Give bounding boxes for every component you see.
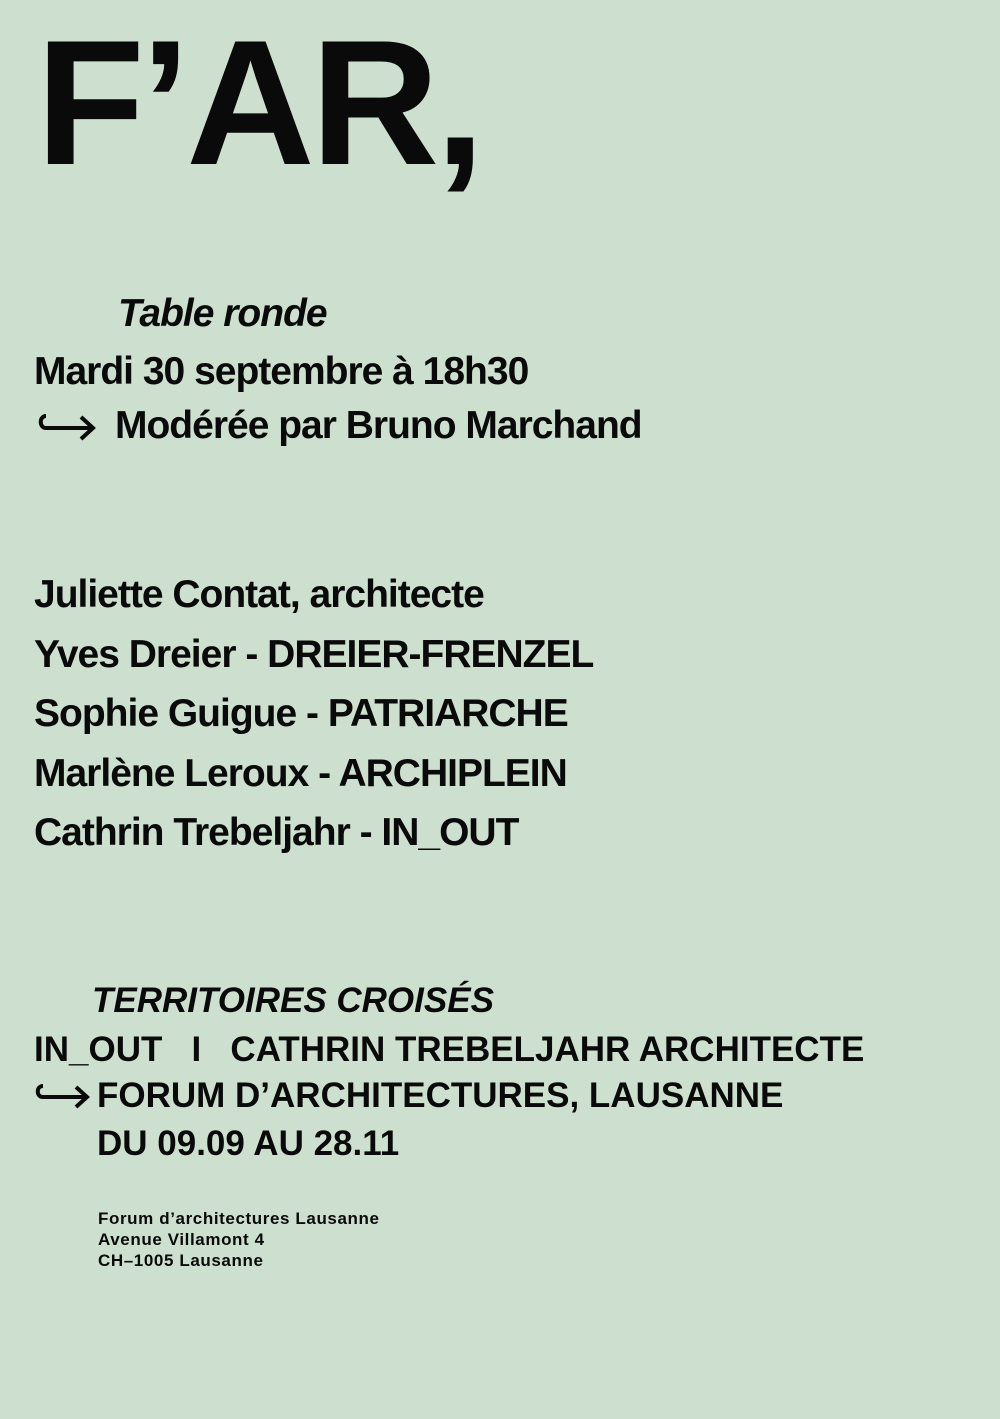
speaker-line: Cathrin Trebeljahr - IN_OUT bbox=[34, 811, 519, 854]
speaker-line: Juliette Contat, architecte bbox=[34, 573, 484, 616]
event-kind: Table ronde bbox=[118, 292, 327, 335]
exhibition-title: TERRITOIRES CROISÉS bbox=[92, 981, 494, 1020]
event-date: Mardi 30 septembre à 18h30 bbox=[34, 350, 529, 393]
speaker-line: Yves Dreier - DREIER-FRENZEL bbox=[34, 633, 594, 676]
exhibition-dates: DU 09.09 AU 28.11 bbox=[97, 1124, 400, 1163]
speaker-line: Marlène Leroux - ARCHIPLEIN bbox=[34, 752, 567, 795]
address-line: Forum d’architectures Lausanne bbox=[98, 1209, 380, 1228]
exhibition-authors: IN_OUT I CATHRIN TREBELJAHR ARCHITECTE bbox=[34, 1030, 865, 1069]
hook-right-arrow-icon bbox=[36, 413, 100, 445]
address-line: Avenue Villamont 4 bbox=[98, 1230, 265, 1249]
far-logo: F’AR, bbox=[36, 3, 481, 202]
moderator-line: Modérée par Bruno Marchand bbox=[115, 404, 642, 447]
hook-right-arrow-icon bbox=[34, 1083, 94, 1113]
speaker-line: Sophie Guigue - PATRIARCHE bbox=[34, 692, 568, 735]
exhibition-venue: FORUM D’ARCHITECTURES, LAUSANNE bbox=[97, 1076, 784, 1115]
address-line: CH–1005 Lausanne bbox=[98, 1251, 264, 1270]
